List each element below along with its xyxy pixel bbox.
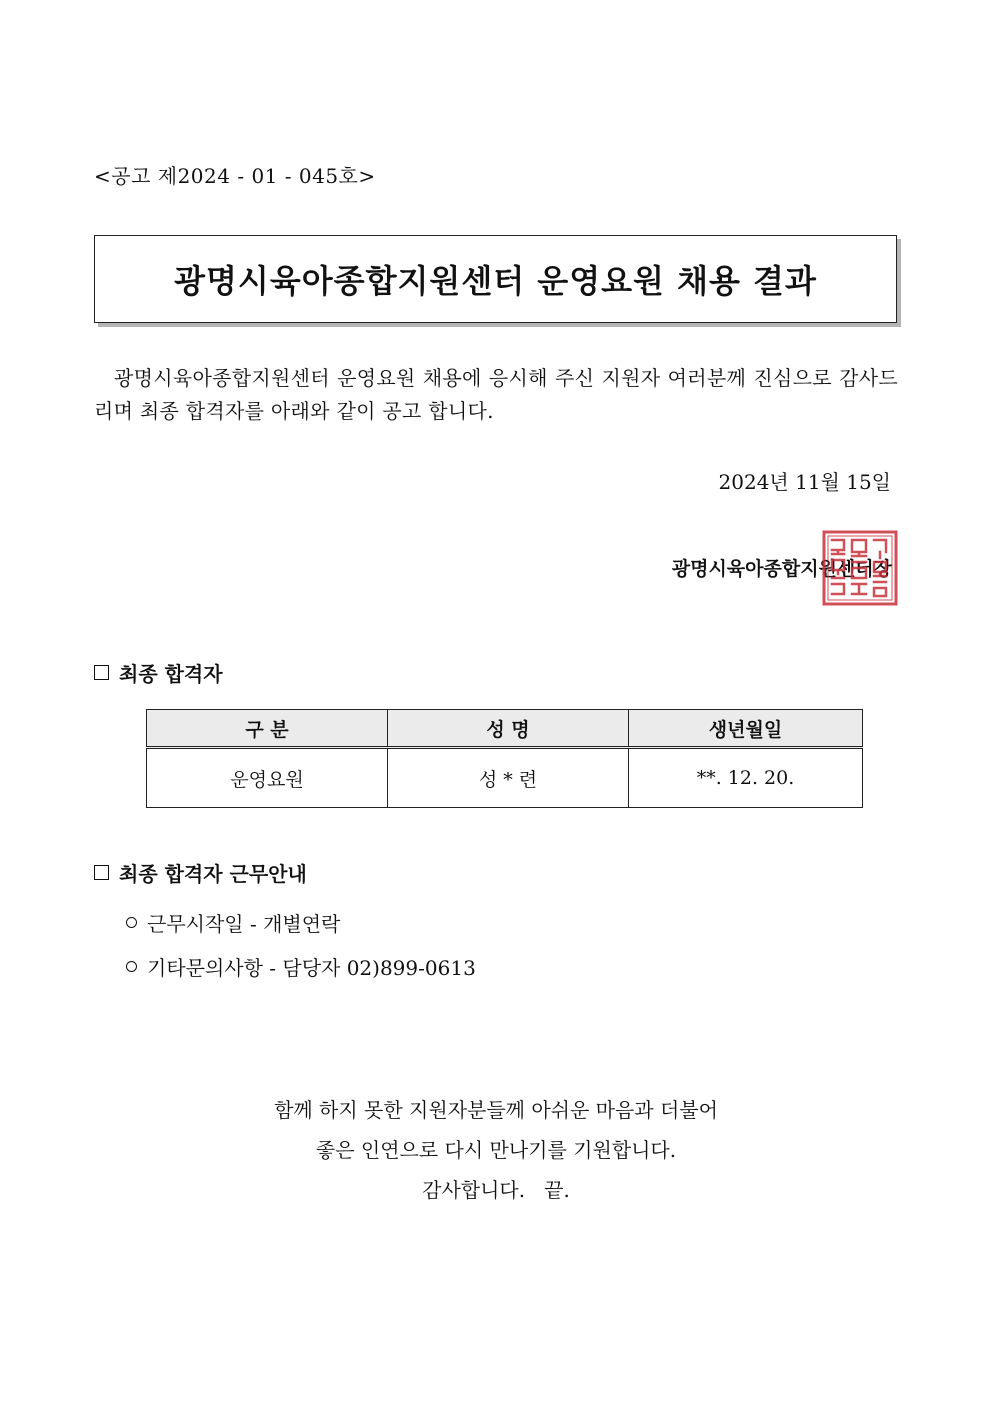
- notice-date: 2024년 11월 15일: [718, 470, 891, 494]
- column-header-name: 성 명: [388, 710, 629, 748]
- bullet-circle-icon: [126, 961, 137, 972]
- notice-number: <공고 제2024 - 01 - 045호>: [94, 164, 376, 188]
- list-item: [126, 944, 476, 988]
- official-seal-icon: [822, 530, 898, 606]
- results-table: [146, 709, 863, 808]
- checkbox-icon: [94, 865, 109, 880]
- issuer-name: 광명시육아종합지원센터장: [671, 558, 892, 580]
- closing-line: 함께 하지 못한 지원자분들께 아쉬운 마음과 더불어: [274, 1098, 718, 1122]
- closing-line: 좋은 인연으로 다시 만나기를 기원합니다.: [315, 1138, 677, 1162]
- section-final-passers-heading: [94, 658, 223, 687]
- table-header-row: [147, 710, 863, 748]
- bullet-circle-icon: [126, 917, 137, 928]
- column-header-category: 구 분: [147, 710, 388, 748]
- work-info-list: [126, 900, 476, 988]
- title-box: [94, 235, 897, 323]
- intro-paragraph: 광명시육아종합지원센터 운영요원 채용에 응시해 주신 지원자 여러분께 진심으로 감사드리며 최종 합격자를 아래와 같이 공고 합니다.: [94, 366, 898, 423]
- cell-name: 성 * 련: [388, 748, 629, 808]
- column-header-birthdate: 생년월일: [629, 710, 863, 748]
- cell-category: 운영요원: [147, 748, 388, 808]
- table-row: [147, 748, 863, 808]
- list-item: [126, 900, 476, 944]
- section-heading-label: 최종 합격자: [119, 662, 223, 686]
- list-item-text: 기타문의사항 - 담당자 02)899-0613: [147, 955, 476, 980]
- document-title: 광명시육아종합지원센터 운영요원 채용 결과: [174, 262, 817, 300]
- checkbox-icon: [94, 665, 109, 680]
- section-heading-label: 최종 합격자 근무안내: [119, 862, 307, 886]
- cell-birthdate: **. 12. 20.: [629, 748, 863, 808]
- closing-line: 감사합니다. 끝.: [422, 1178, 570, 1202]
- list-item-text: 근무시작일 - 개별연락: [147, 911, 341, 936]
- issuer-block: [638, 530, 898, 608]
- section-work-info-heading: [94, 858, 307, 887]
- closing-message: [0, 1090, 992, 1210]
